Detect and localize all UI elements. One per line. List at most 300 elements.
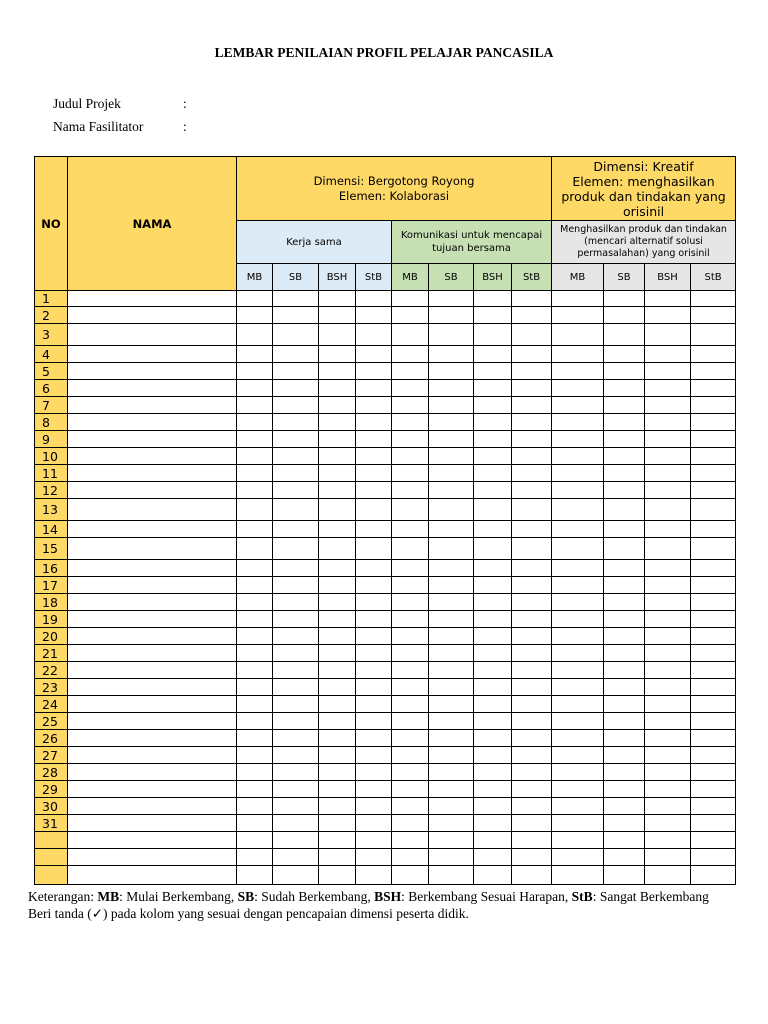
- score-cell[interactable]: [512, 431, 552, 448]
- score-cell[interactable]: [645, 594, 691, 611]
- score-cell[interactable]: [237, 730, 273, 747]
- score-cell[interactable]: [604, 560, 645, 577]
- student-name-cell[interactable]: [68, 414, 237, 431]
- score-cell[interactable]: [604, 594, 645, 611]
- score-cell[interactable]: [392, 307, 429, 324]
- score-cell[interactable]: [691, 611, 736, 628]
- score-cell[interactable]: [273, 448, 319, 465]
- student-name-cell[interactable]: [68, 346, 237, 363]
- score-cell[interactable]: [474, 645, 512, 662]
- score-cell[interactable]: [645, 849, 691, 866]
- score-cell[interactable]: [392, 465, 429, 482]
- score-cell[interactable]: [429, 577, 474, 594]
- score-cell[interactable]: [474, 307, 512, 324]
- score-cell[interactable]: [645, 397, 691, 414]
- score-cell[interactable]: [645, 832, 691, 849]
- score-cell[interactable]: [474, 465, 512, 482]
- score-cell[interactable]: [645, 465, 691, 482]
- score-cell[interactable]: [552, 713, 604, 730]
- score-cell[interactable]: [552, 815, 604, 832]
- score-cell[interactable]: [474, 499, 512, 521]
- score-cell[interactable]: [237, 696, 273, 713]
- score-cell[interactable]: [237, 781, 273, 798]
- score-cell[interactable]: [512, 414, 552, 431]
- score-cell[interactable]: [474, 679, 512, 696]
- student-name-cell[interactable]: [68, 431, 237, 448]
- score-cell[interactable]: [392, 291, 429, 307]
- score-cell[interactable]: [392, 414, 429, 431]
- score-cell[interactable]: [429, 594, 474, 611]
- score-cell[interactable]: [319, 414, 356, 431]
- score-cell[interactable]: [552, 521, 604, 538]
- score-cell[interactable]: [474, 397, 512, 414]
- score-cell[interactable]: [691, 521, 736, 538]
- score-cell[interactable]: [429, 560, 474, 577]
- score-cell[interactable]: [429, 307, 474, 324]
- score-cell[interactable]: [691, 431, 736, 448]
- score-cell[interactable]: [237, 363, 273, 380]
- score-cell[interactable]: [356, 431, 392, 448]
- score-cell[interactable]: [512, 448, 552, 465]
- score-cell[interactable]: [392, 713, 429, 730]
- score-cell[interactable]: [356, 815, 392, 832]
- score-cell[interactable]: [392, 363, 429, 380]
- score-cell[interactable]: [356, 363, 392, 380]
- score-cell[interactable]: [273, 798, 319, 815]
- score-cell[interactable]: [512, 747, 552, 764]
- score-cell[interactable]: [474, 560, 512, 577]
- score-cell[interactable]: [429, 363, 474, 380]
- score-cell[interactable]: [429, 798, 474, 815]
- score-cell[interactable]: [552, 324, 604, 346]
- score-cell[interactable]: [512, 482, 552, 499]
- score-cell[interactable]: [691, 679, 736, 696]
- score-cell[interactable]: [512, 538, 552, 560]
- score-cell[interactable]: [237, 482, 273, 499]
- score-cell[interactable]: [319, 465, 356, 482]
- score-cell[interactable]: [604, 397, 645, 414]
- score-cell[interactable]: [474, 832, 512, 849]
- student-name-cell[interactable]: [68, 499, 237, 521]
- score-cell[interactable]: [512, 594, 552, 611]
- score-cell[interactable]: [356, 679, 392, 696]
- score-cell[interactable]: [474, 346, 512, 363]
- student-name-cell[interactable]: [68, 448, 237, 465]
- score-cell[interactable]: [691, 307, 736, 324]
- score-cell[interactable]: [474, 380, 512, 397]
- score-cell[interactable]: [237, 465, 273, 482]
- score-cell[interactable]: [691, 380, 736, 397]
- score-cell[interactable]: [512, 611, 552, 628]
- score-cell[interactable]: [429, 645, 474, 662]
- score-cell[interactable]: [319, 577, 356, 594]
- score-cell[interactable]: [392, 730, 429, 747]
- student-name-cell[interactable]: [68, 397, 237, 414]
- score-cell[interactable]: [474, 577, 512, 594]
- score-cell[interactable]: [474, 414, 512, 431]
- score-cell[interactable]: [512, 679, 552, 696]
- score-cell[interactable]: [429, 291, 474, 307]
- score-cell[interactable]: [237, 380, 273, 397]
- score-cell[interactable]: [691, 577, 736, 594]
- score-cell[interactable]: [392, 346, 429, 363]
- score-cell[interactable]: [356, 662, 392, 679]
- score-cell[interactable]: [356, 730, 392, 747]
- student-name-cell[interactable]: [68, 628, 237, 645]
- score-cell[interactable]: [319, 832, 356, 849]
- score-cell[interactable]: [356, 798, 392, 815]
- score-cell[interactable]: [691, 781, 736, 798]
- score-cell[interactable]: [273, 815, 319, 832]
- score-cell[interactable]: [512, 798, 552, 815]
- score-cell[interactable]: [552, 346, 604, 363]
- score-cell[interactable]: [512, 577, 552, 594]
- score-cell[interactable]: [552, 798, 604, 815]
- score-cell[interactable]: [604, 611, 645, 628]
- score-cell[interactable]: [604, 346, 645, 363]
- score-cell[interactable]: [356, 713, 392, 730]
- score-cell[interactable]: [552, 291, 604, 307]
- student-name-cell[interactable]: [68, 482, 237, 499]
- student-name-cell[interactable]: [68, 815, 237, 832]
- score-cell[interactable]: [512, 346, 552, 363]
- score-cell[interactable]: [691, 628, 736, 645]
- score-cell[interactable]: [645, 577, 691, 594]
- student-name-cell[interactable]: [68, 645, 237, 662]
- score-cell[interactable]: [604, 521, 645, 538]
- score-cell[interactable]: [237, 866, 273, 885]
- score-cell[interactable]: [429, 832, 474, 849]
- score-cell[interactable]: [273, 713, 319, 730]
- score-cell[interactable]: [429, 628, 474, 645]
- score-cell[interactable]: [319, 866, 356, 885]
- score-cell[interactable]: [645, 747, 691, 764]
- score-cell[interactable]: [392, 764, 429, 781]
- score-cell[interactable]: [319, 499, 356, 521]
- score-cell[interactable]: [474, 628, 512, 645]
- score-cell[interactable]: [474, 866, 512, 885]
- score-cell[interactable]: [604, 324, 645, 346]
- score-cell[interactable]: [392, 482, 429, 499]
- score-cell[interactable]: [604, 645, 645, 662]
- score-cell[interactable]: [356, 307, 392, 324]
- score-cell[interactable]: [512, 324, 552, 346]
- score-cell[interactable]: [273, 696, 319, 713]
- student-name-cell[interactable]: [68, 781, 237, 798]
- score-cell[interactable]: [237, 324, 273, 346]
- score-cell[interactable]: [273, 363, 319, 380]
- score-cell[interactable]: [552, 730, 604, 747]
- score-cell[interactable]: [604, 662, 645, 679]
- score-cell[interactable]: [273, 747, 319, 764]
- score-cell[interactable]: [691, 414, 736, 431]
- score-cell[interactable]: [645, 866, 691, 885]
- score-cell[interactable]: [392, 499, 429, 521]
- score-cell[interactable]: [645, 696, 691, 713]
- score-cell[interactable]: [392, 645, 429, 662]
- score-cell[interactable]: [273, 730, 319, 747]
- score-cell[interactable]: [319, 815, 356, 832]
- score-cell[interactable]: [237, 815, 273, 832]
- score-cell[interactable]: [273, 594, 319, 611]
- score-cell[interactable]: [552, 832, 604, 849]
- score-cell[interactable]: [392, 577, 429, 594]
- student-name-cell[interactable]: [68, 730, 237, 747]
- score-cell[interactable]: [429, 465, 474, 482]
- score-cell[interactable]: [429, 730, 474, 747]
- score-cell[interactable]: [273, 324, 319, 346]
- score-cell[interactable]: [512, 380, 552, 397]
- student-name-cell[interactable]: [68, 577, 237, 594]
- score-cell[interactable]: [645, 414, 691, 431]
- score-cell[interactable]: [273, 307, 319, 324]
- score-cell[interactable]: [356, 849, 392, 866]
- score-cell[interactable]: [429, 499, 474, 521]
- score-cell[interactable]: [645, 307, 691, 324]
- score-cell[interactable]: [237, 397, 273, 414]
- score-cell[interactable]: [604, 380, 645, 397]
- score-cell[interactable]: [552, 866, 604, 885]
- score-cell[interactable]: [392, 747, 429, 764]
- score-cell[interactable]: [237, 713, 273, 730]
- score-cell[interactable]: [356, 414, 392, 431]
- score-cell[interactable]: [645, 713, 691, 730]
- score-cell[interactable]: [474, 363, 512, 380]
- score-cell[interactable]: [429, 815, 474, 832]
- score-cell[interactable]: [429, 324, 474, 346]
- score-cell[interactable]: [273, 482, 319, 499]
- score-cell[interactable]: [356, 832, 392, 849]
- score-cell[interactable]: [645, 764, 691, 781]
- student-name-cell[interactable]: [68, 696, 237, 713]
- student-name-cell[interactable]: [68, 307, 237, 324]
- score-cell[interactable]: [645, 380, 691, 397]
- score-cell[interactable]: [273, 662, 319, 679]
- score-cell[interactable]: [392, 679, 429, 696]
- score-cell[interactable]: [604, 781, 645, 798]
- score-cell[interactable]: [319, 645, 356, 662]
- score-cell[interactable]: [645, 448, 691, 465]
- score-cell[interactable]: [474, 764, 512, 781]
- score-cell[interactable]: [392, 798, 429, 815]
- score-cell[interactable]: [392, 866, 429, 885]
- score-cell[interactable]: [319, 560, 356, 577]
- score-cell[interactable]: [356, 560, 392, 577]
- score-cell[interactable]: [552, 747, 604, 764]
- score-cell[interactable]: [512, 781, 552, 798]
- score-cell[interactable]: [392, 696, 429, 713]
- score-cell[interactable]: [512, 499, 552, 521]
- score-cell[interactable]: [429, 448, 474, 465]
- score-cell[interactable]: [512, 465, 552, 482]
- score-cell[interactable]: [392, 397, 429, 414]
- score-cell[interactable]: [552, 645, 604, 662]
- score-cell[interactable]: [356, 324, 392, 346]
- score-cell[interactable]: [356, 577, 392, 594]
- score-cell[interactable]: [552, 538, 604, 560]
- score-cell[interactable]: [237, 346, 273, 363]
- score-cell[interactable]: [392, 781, 429, 798]
- score-cell[interactable]: [645, 628, 691, 645]
- score-cell[interactable]: [392, 380, 429, 397]
- score-cell[interactable]: [645, 815, 691, 832]
- score-cell[interactable]: [474, 730, 512, 747]
- score-cell[interactable]: [237, 521, 273, 538]
- score-cell[interactable]: [474, 448, 512, 465]
- score-cell[interactable]: [512, 696, 552, 713]
- score-cell[interactable]: [237, 577, 273, 594]
- score-cell[interactable]: [645, 324, 691, 346]
- score-cell[interactable]: [273, 397, 319, 414]
- score-cell[interactable]: [645, 798, 691, 815]
- score-cell[interactable]: [319, 431, 356, 448]
- score-cell[interactable]: [552, 363, 604, 380]
- score-cell[interactable]: [392, 628, 429, 645]
- score-cell[interactable]: [691, 538, 736, 560]
- score-cell[interactable]: [691, 747, 736, 764]
- student-name-cell[interactable]: [68, 866, 237, 885]
- score-cell[interactable]: [273, 628, 319, 645]
- score-cell[interactable]: [691, 730, 736, 747]
- score-cell[interactable]: [319, 628, 356, 645]
- score-cell[interactable]: [237, 538, 273, 560]
- score-cell[interactable]: [319, 324, 356, 346]
- score-cell[interactable]: [356, 521, 392, 538]
- score-cell[interactable]: [552, 482, 604, 499]
- score-cell[interactable]: [604, 577, 645, 594]
- score-cell[interactable]: [356, 291, 392, 307]
- score-cell[interactable]: [645, 781, 691, 798]
- score-cell[interactable]: [356, 482, 392, 499]
- score-cell[interactable]: [604, 431, 645, 448]
- score-cell[interactable]: [429, 781, 474, 798]
- score-cell[interactable]: [273, 465, 319, 482]
- score-cell[interactable]: [645, 499, 691, 521]
- score-cell[interactable]: [552, 577, 604, 594]
- score-cell[interactable]: [645, 521, 691, 538]
- score-cell[interactable]: [474, 662, 512, 679]
- score-cell[interactable]: [237, 679, 273, 696]
- score-cell[interactable]: [392, 538, 429, 560]
- score-cell[interactable]: [392, 431, 429, 448]
- score-cell[interactable]: [691, 560, 736, 577]
- score-cell[interactable]: [604, 291, 645, 307]
- score-cell[interactable]: [604, 764, 645, 781]
- student-name-cell[interactable]: [68, 611, 237, 628]
- score-cell[interactable]: [691, 397, 736, 414]
- score-cell[interactable]: [392, 448, 429, 465]
- score-cell[interactable]: [237, 291, 273, 307]
- score-cell[interactable]: [552, 414, 604, 431]
- score-cell[interactable]: [429, 747, 474, 764]
- score-cell[interactable]: [273, 380, 319, 397]
- score-cell[interactable]: [237, 662, 273, 679]
- score-cell[interactable]: [645, 291, 691, 307]
- score-cell[interactable]: [392, 560, 429, 577]
- score-cell[interactable]: [356, 747, 392, 764]
- student-name-cell[interactable]: [68, 538, 237, 560]
- score-cell[interactable]: [552, 662, 604, 679]
- score-cell[interactable]: [319, 696, 356, 713]
- score-cell[interactable]: [356, 764, 392, 781]
- score-cell[interactable]: [273, 832, 319, 849]
- score-cell[interactable]: [512, 291, 552, 307]
- student-name-cell[interactable]: [68, 521, 237, 538]
- student-name-cell[interactable]: [68, 849, 237, 866]
- score-cell[interactable]: [356, 611, 392, 628]
- score-cell[interactable]: [237, 448, 273, 465]
- score-cell[interactable]: [691, 815, 736, 832]
- score-cell[interactable]: [691, 832, 736, 849]
- score-cell[interactable]: [474, 324, 512, 346]
- score-cell[interactable]: [356, 594, 392, 611]
- score-cell[interactable]: [512, 849, 552, 866]
- score-cell[interactable]: [604, 628, 645, 645]
- score-cell[interactable]: [604, 730, 645, 747]
- score-cell[interactable]: [645, 431, 691, 448]
- score-cell[interactable]: [604, 499, 645, 521]
- student-name-cell[interactable]: [68, 594, 237, 611]
- score-cell[interactable]: [512, 764, 552, 781]
- score-cell[interactable]: [645, 730, 691, 747]
- score-cell[interactable]: [392, 662, 429, 679]
- score-cell[interactable]: [273, 866, 319, 885]
- score-cell[interactable]: [237, 747, 273, 764]
- score-cell[interactable]: [552, 307, 604, 324]
- score-cell[interactable]: [691, 798, 736, 815]
- score-cell[interactable]: [645, 611, 691, 628]
- score-cell[interactable]: [512, 713, 552, 730]
- score-cell[interactable]: [691, 291, 736, 307]
- score-cell[interactable]: [552, 380, 604, 397]
- score-cell[interactable]: [392, 849, 429, 866]
- score-cell[interactable]: [237, 764, 273, 781]
- score-cell[interactable]: [429, 380, 474, 397]
- score-cell[interactable]: [604, 832, 645, 849]
- score-cell[interactable]: [273, 521, 319, 538]
- score-cell[interactable]: [319, 662, 356, 679]
- score-cell[interactable]: [273, 560, 319, 577]
- score-cell[interactable]: [691, 346, 736, 363]
- score-cell[interactable]: [474, 594, 512, 611]
- score-cell[interactable]: [645, 538, 691, 560]
- score-cell[interactable]: [273, 611, 319, 628]
- score-cell[interactable]: [319, 781, 356, 798]
- score-cell[interactable]: [604, 414, 645, 431]
- score-cell[interactable]: [512, 521, 552, 538]
- score-cell[interactable]: [356, 696, 392, 713]
- score-cell[interactable]: [512, 866, 552, 885]
- student-name-cell[interactable]: [68, 363, 237, 380]
- score-cell[interactable]: [645, 645, 691, 662]
- score-cell[interactable]: [552, 465, 604, 482]
- score-cell[interactable]: [552, 849, 604, 866]
- score-cell[interactable]: [429, 538, 474, 560]
- score-cell[interactable]: [474, 482, 512, 499]
- score-cell[interactable]: [691, 849, 736, 866]
- score-cell[interactable]: [552, 431, 604, 448]
- score-cell[interactable]: [319, 611, 356, 628]
- score-cell[interactable]: [429, 662, 474, 679]
- score-cell[interactable]: [356, 465, 392, 482]
- score-cell[interactable]: [319, 363, 356, 380]
- score-cell[interactable]: [237, 628, 273, 645]
- score-cell[interactable]: [273, 679, 319, 696]
- score-cell[interactable]: [604, 679, 645, 696]
- score-cell[interactable]: [237, 849, 273, 866]
- score-cell[interactable]: [512, 397, 552, 414]
- score-cell[interactable]: [319, 521, 356, 538]
